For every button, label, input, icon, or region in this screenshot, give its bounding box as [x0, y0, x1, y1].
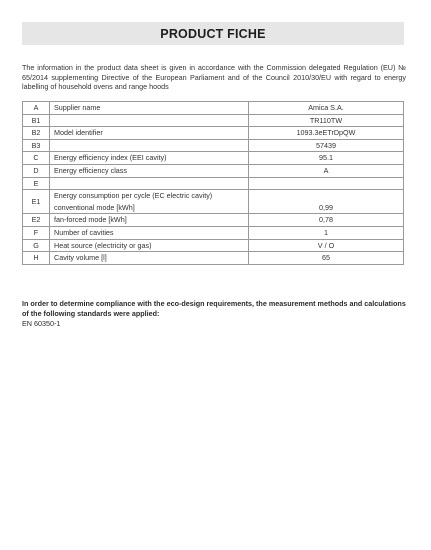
intro-paragraph: The information in the product data sheet is given in accordance with the Commission delegated Regulation (EU) № 65/2014 supplementing Directive of the European Parliament and of the Council 2010/30/EU with regard to energy labelling of household ovens and range hoods [22, 63, 406, 91]
row-label-line: conventional mode [kWh] [54, 202, 135, 212]
row-label-line: Energy consumption per cycle (EC electric cavity) [54, 191, 213, 201]
row-code: B1 [23, 114, 50, 127]
table-row [23, 226, 404, 239]
row-label [50, 114, 249, 127]
row-label: Cavity volume [l] [50, 252, 249, 265]
row-label [50, 139, 249, 152]
row-label [50, 190, 249, 214]
row-code: D [23, 164, 50, 177]
row-code: G [23, 239, 50, 252]
row-value: 65 [249, 252, 404, 265]
row-value: 0,99 [249, 190, 404, 214]
row-label: Heat source (electricity or gas) [50, 239, 249, 252]
table-row [23, 239, 404, 252]
standard-reference: EN 60350-1 [22, 319, 61, 329]
table-row [23, 177, 404, 190]
row-value [249, 177, 404, 190]
row-code: F [23, 226, 50, 239]
row-value: 1093.3eETrDpQW [249, 127, 404, 140]
table-row [23, 214, 404, 227]
row-value: 95.1 [249, 152, 404, 165]
title-bar [22, 22, 404, 45]
row-value: V / O [249, 239, 404, 252]
product-fiche-table [22, 101, 404, 265]
table-row [23, 102, 404, 115]
row-label: Number of cavities [50, 226, 249, 239]
row-value: 0,78 [249, 214, 404, 227]
row-code: E [23, 177, 50, 190]
row-label: Supplier name [50, 102, 249, 115]
row-value: 1 [249, 226, 404, 239]
table-row [23, 127, 404, 140]
requirements-paragraph: In order to determine compliance with the eco-design requirements, the measurement methods and calculations of the following standards were applied: [22, 299, 406, 318]
table-row [23, 152, 404, 165]
table-row [23, 139, 404, 152]
table-row [23, 164, 404, 177]
table-row [23, 114, 404, 127]
row-code: A [23, 102, 50, 115]
row-code: C [23, 152, 50, 165]
row-value: TR110TW [249, 114, 404, 127]
row-value: A [249, 164, 404, 177]
row-value: Amica S.A. [249, 102, 404, 115]
row-code: E1 [23, 190, 50, 214]
row-label: Energy efficiency index (EEI cavity) [50, 152, 249, 165]
row-code: B2 [23, 127, 50, 140]
page-title: PRODUCT FICHE [160, 26, 266, 41]
table-row [23, 190, 404, 214]
row-code: E2 [23, 214, 50, 227]
row-label [50, 177, 249, 190]
table-row [23, 252, 404, 265]
row-label: Model identifier [50, 127, 249, 140]
row-code: H [23, 252, 50, 265]
row-label: Energy efficiency class [50, 164, 249, 177]
row-label: fan-forced mode [kWh] [50, 214, 249, 227]
row-value: 57439 [249, 139, 404, 152]
row-code: B3 [23, 139, 50, 152]
